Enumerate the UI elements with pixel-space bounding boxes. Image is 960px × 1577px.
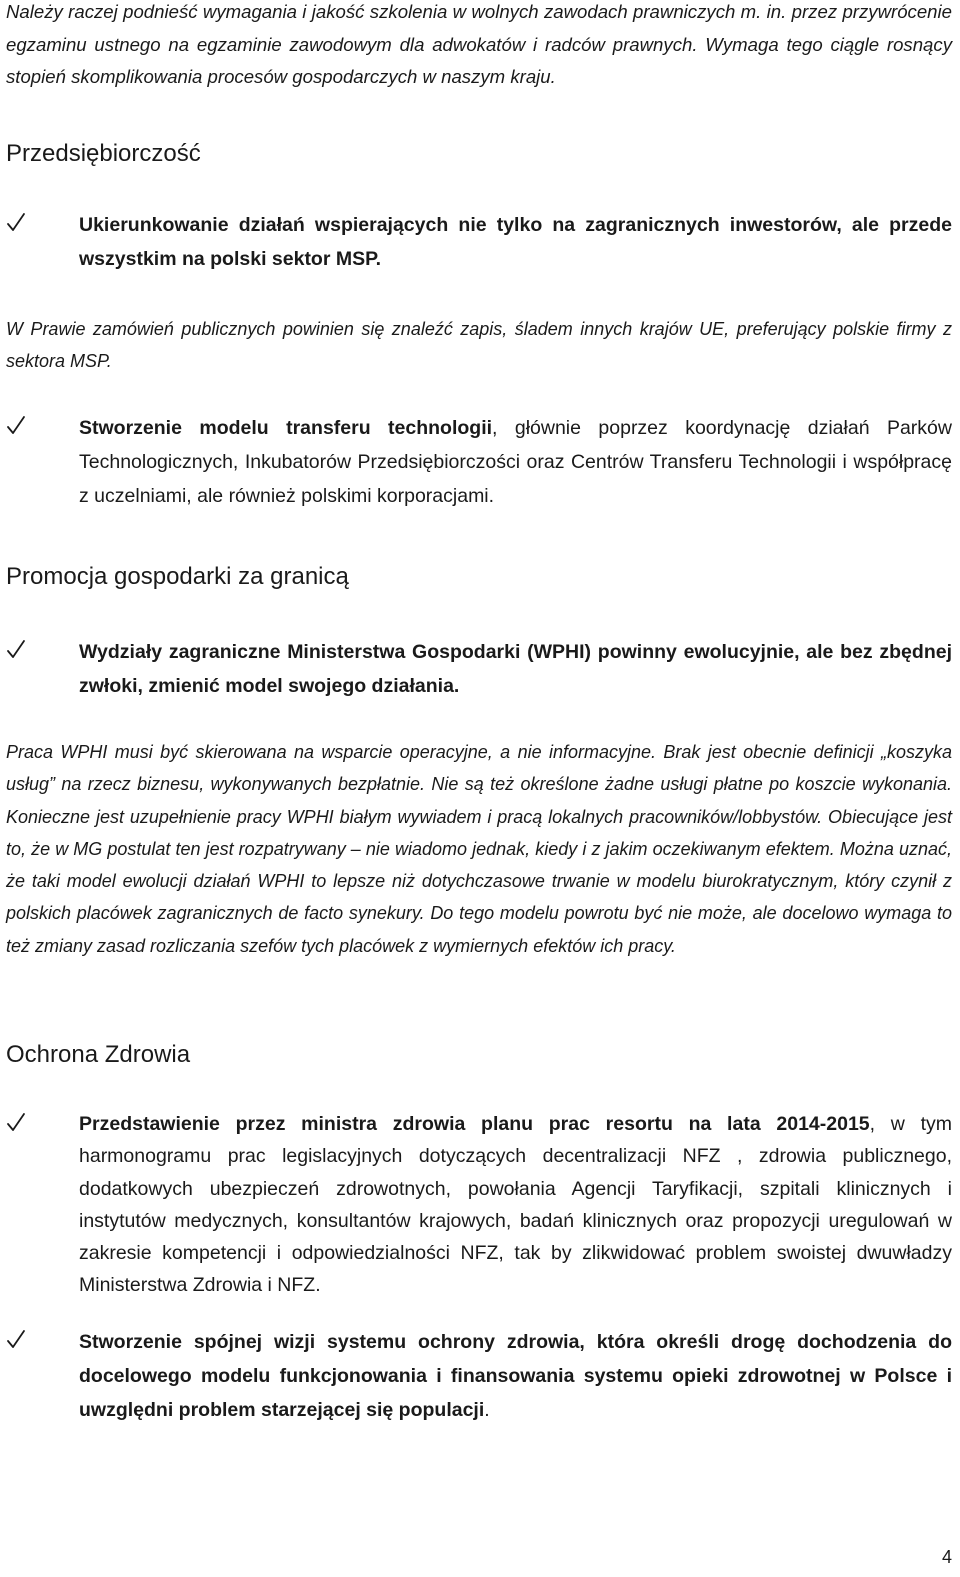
checklist-item-text [79, 411, 952, 513]
checkmark-icon [6, 1112, 26, 1134]
checkmark-icon [6, 1329, 26, 1351]
intro-paragraph [6, 0, 952, 94]
section-przedsiebiorczosc [6, 138, 952, 170]
checklist-item-text [79, 208, 952, 276]
page-number: 4 [941, 1547, 952, 1567]
checkmark-icon [6, 639, 26, 661]
wphi-paragraph [6, 736, 952, 962]
checklist-item [6, 208, 952, 276]
checklist-item-body: , głównie poprzez koordynację działań Parków Technologicznych, Inkubatorów Przedsiębiorczości oraz Centrów Transferu Technologii i współpracę z uczelniami, ale również polskimi korporacjami. [79, 417, 952, 507]
checklist-item-text [79, 1325, 952, 1427]
checklist-item-bold: Stworzenie modelu transferu technologii [79, 417, 493, 439]
checklist-item-body: , w tym harmonogramu prac legislacyjnych dotyczących decentralizacji NFZ , zdrowia publicznego, dodatkowych ubezpieczeń zdrowotnych, powołania Agencji Taryfikacji, szpitali klinicznych i instytutów medycznych, konsultantów krajowych, badań klinicznych oraz propozycji uregulowań w zakresie kompetencji i odpowiedzialności NFZ, tak by zlikwidować problem swoistej dwuwładzy Ministerstwa Zdrowia i NFZ. [79, 1113, 952, 1297]
checklist-item [6, 1325, 952, 1427]
msp-note [6, 313, 952, 378]
wphi-paragraph-text: Praca WPHI musi być skierowana na wsparcie operacyjne, a nie informacyjne. Brak jest obecnie definicji „koszyka usług” na rzecz biznesu, wykonywanych bezpłatnie. Nie są też określone żadne usługi płatne po koszcie wykonania. Konieczne jest uzupełnienie pracy WPHI białym wywiadem i pracą lokalnych pracowników/lobbystów. Obiecujące jest to, że w MG postulat ten jest rozpatrywany – nie wiadomo jednak, kiedy i z jakim oczekiwanym efektem. Można uznać, że taki model ewolucji działań WPHI to lepsze niż dotychczasowe trwanie w modelu biurokratycznym, który czynił z polskich placówek zagranicznych de facto synekury. Do tego modelu powrotu być nie może, ale docelowo wymaga to też zmiany zasad rozliczania szefów tych placówek z wymiernych efektów ich pracy. [6, 742, 952, 956]
section-heading: Ochrona Zdrowia [6, 1041, 191, 1068]
msp-note-text: W Prawie zamówień publicznych powinien się znaleźć zapis, śladem innych krajów UE, preferujący polskie firmy z sektora MSP. [6, 319, 952, 372]
section-heading: Przedsiębiorczość [6, 140, 201, 167]
checklist-item-bold: Stworzenie spójnej wizji systemu ochrony zdrowia, która określi drogę dochodzenia do docelowego modelu funkcjonowania i finansowania systemu opieki zdrowotnej w Polsce i uwzględni problem starzejącej się populacji [79, 1331, 952, 1421]
checklist-item-body: . [484, 1399, 490, 1421]
intro-text: Należy raczej podnieść wymagania i jakość szkolenia w wolnych zawodach prawniczych m. in. przez przywrócenie egzaminu ustnego na egzaminie zawodowym dla adwokatów i radców prawnych. Wymaga tego ciągle rosnący stopień skomplikowania procesów gospodarczych w naszym kraju. [6, 1, 952, 87]
checklist-item [6, 635, 952, 703]
checklist-item [6, 411, 952, 513]
checklist-item-text [79, 1108, 952, 1302]
checklist-item-bold: Wydziały zagraniczne Ministerstwa Gospodarki (WPHI) powinny ewolucyjnie, ale bez zbędnej zwłoki, zmienić model swojego działania. [79, 641, 952, 697]
checklist-item-bold: Przedstawienie przez ministra zdrowia planu prac resortu na lata 2014-2015 [79, 1113, 870, 1135]
section-ochrona-zdrowia [6, 1039, 952, 1071]
checklist-item-bold: Ukierunkowanie działań wspierających nie tylko na zagranicznych inwestorów, ale przede wszystkim na polski sektor MSP. [79, 214, 952, 270]
section-promocja [6, 561, 952, 593]
checkmark-icon [6, 212, 26, 234]
section-heading: Promocja gospodarki za granicą [6, 563, 349, 590]
checklist-item-text [79, 635, 952, 703]
checkmark-icon [6, 415, 26, 437]
checklist-item [6, 1108, 952, 1302]
